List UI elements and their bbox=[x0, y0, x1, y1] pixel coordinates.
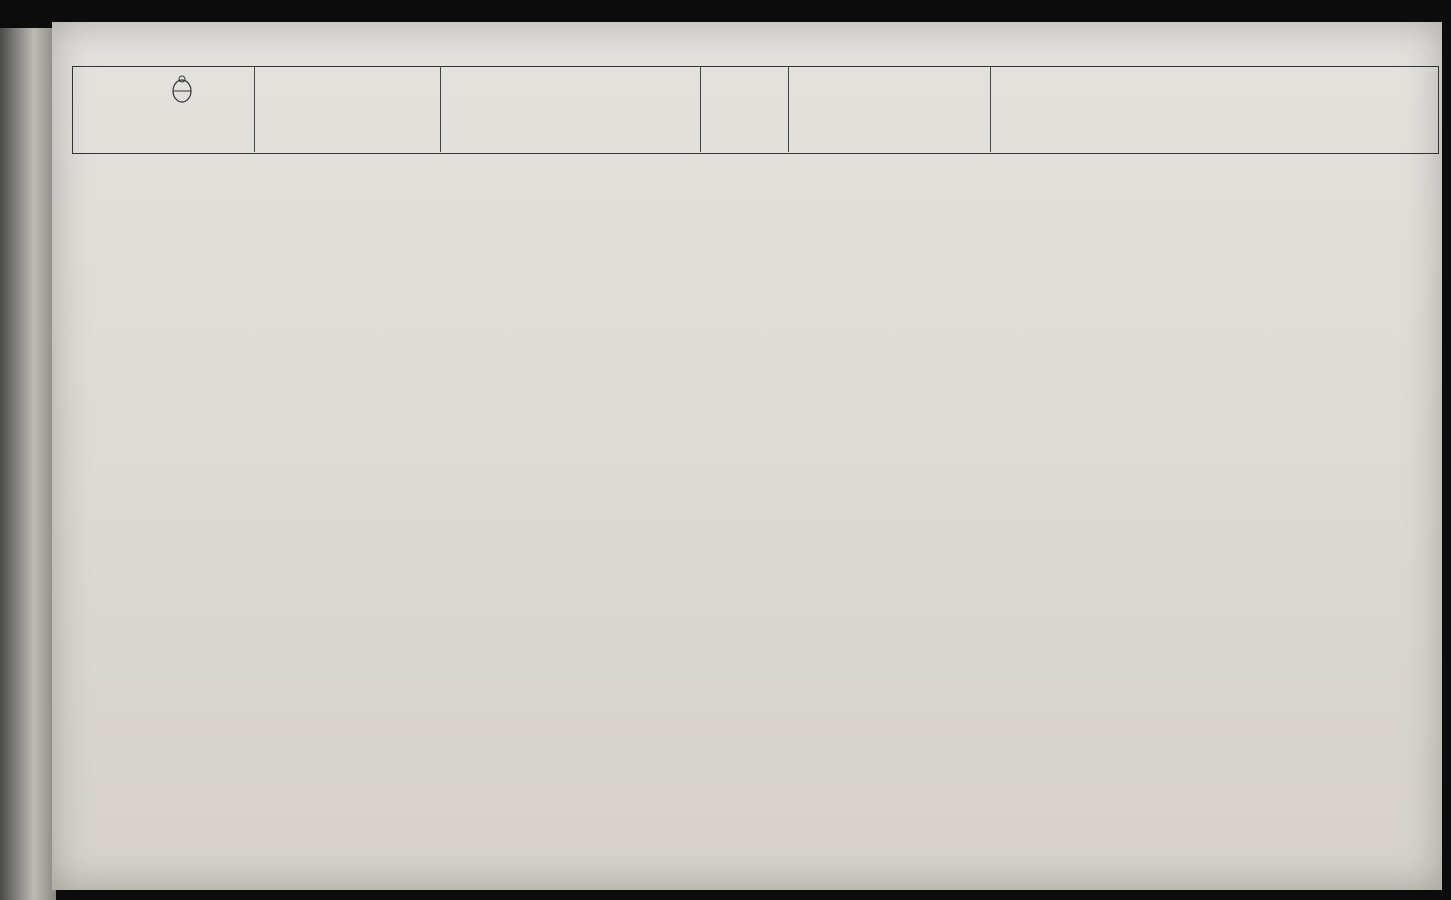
header-box bbox=[72, 66, 1439, 154]
argentina-emblem-icon bbox=[170, 75, 194, 105]
left-page-edge bbox=[0, 28, 56, 900]
passenger-list-sheet bbox=[52, 22, 1442, 890]
